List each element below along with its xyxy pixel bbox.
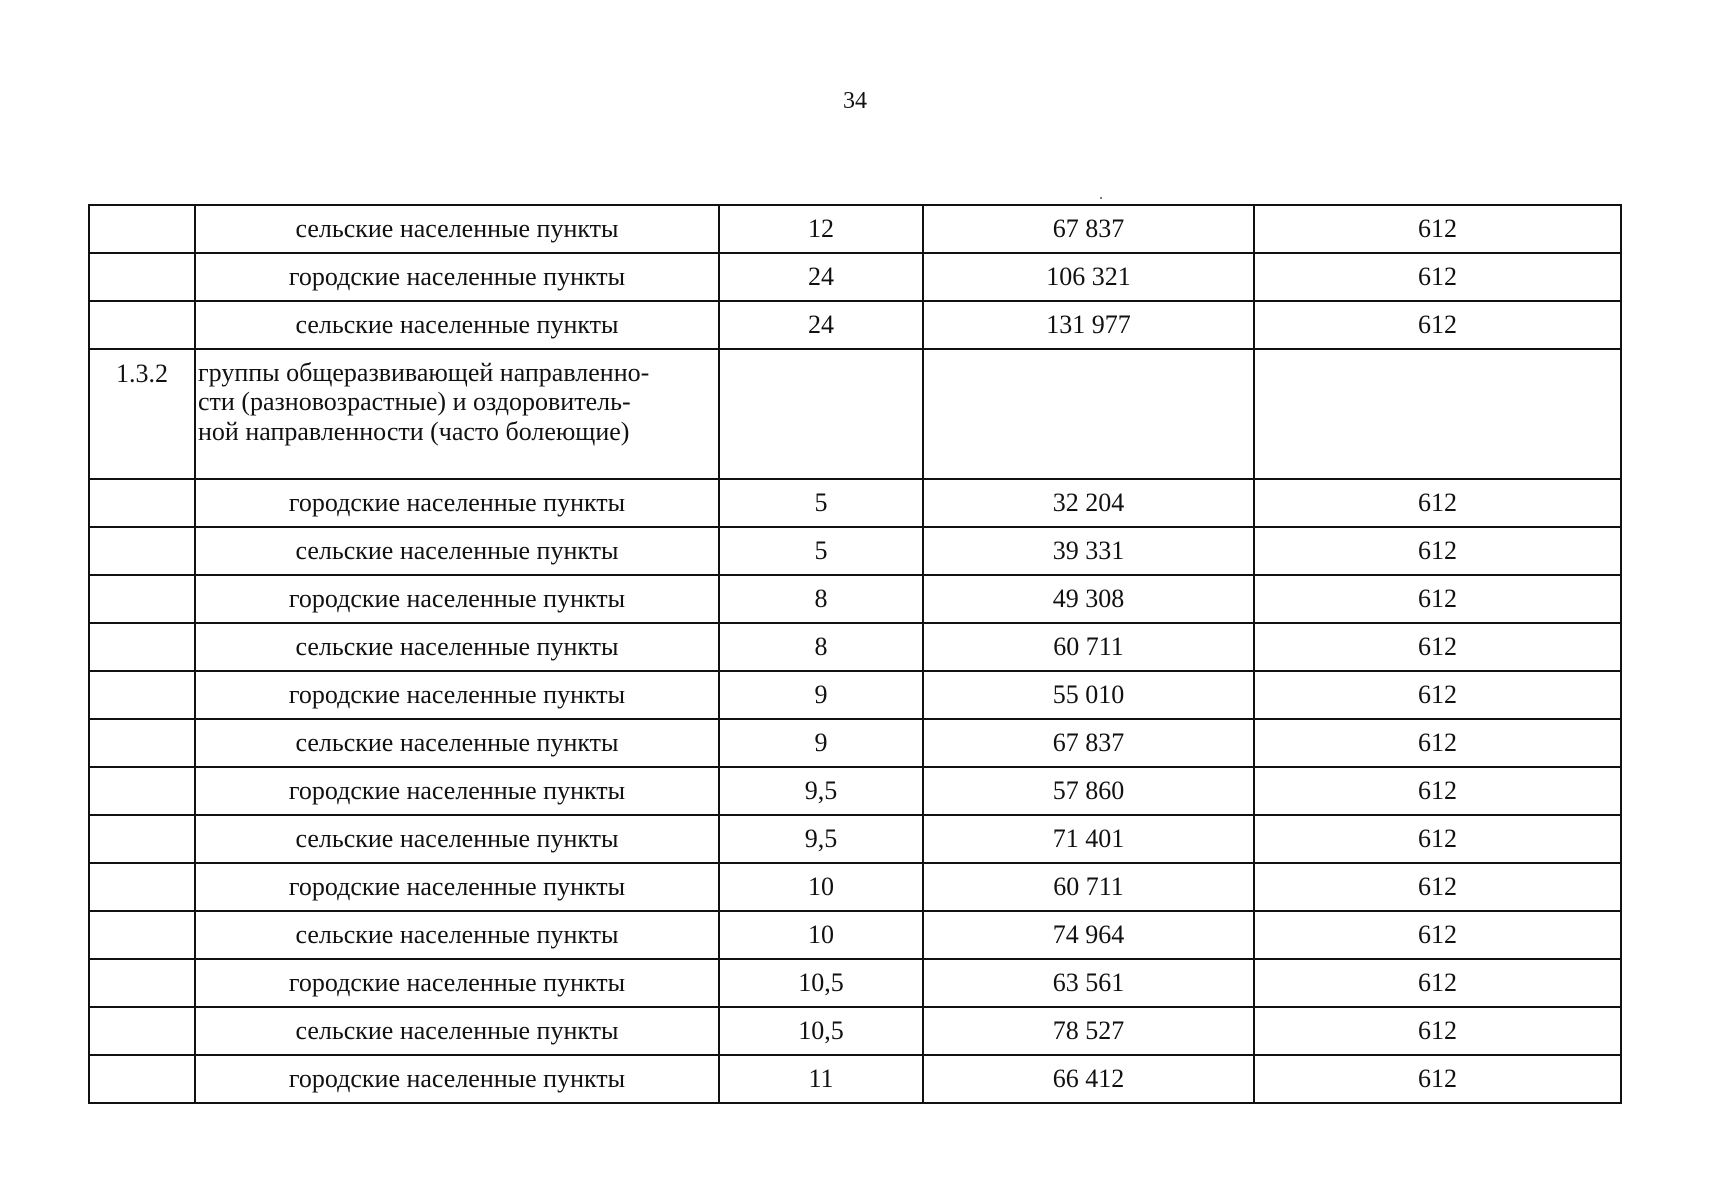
table-row [89,911,1621,959]
table-body [89,205,1621,1103]
tariff-table [88,204,1622,1104]
table-row [89,1055,1621,1103]
row-value-3-cell: 612 [1254,205,1621,253]
row-value-1-cell: 5 [719,527,923,575]
page-number: 34 [843,88,867,114]
row-value-2-cell: 131 977 [923,301,1254,349]
row-value-2-cell: 60 711 [923,863,1254,911]
row-value-1-cell: 9,5 [719,767,923,815]
table-row [89,767,1621,815]
row-value-3-cell [1254,349,1621,479]
row-label-cell: городские населенные пункты [195,1055,719,1103]
row-label-cell: сельские населенные пункты [195,719,719,767]
table-row [89,863,1621,911]
table-row [89,815,1621,863]
row-number-cell [89,1007,195,1055]
row-value-3-cell: 612 [1254,527,1621,575]
row-value-3-cell: 612 [1254,1055,1621,1103]
row-value-3-cell: 612 [1254,719,1621,767]
table-row [89,301,1621,349]
row-number-cell: 1.3.2 [89,349,195,479]
row-label-cell: сельские населенные пункты [195,1007,719,1055]
table-row [89,205,1621,253]
row-label-cell: городские населенные пункты [195,253,719,301]
table-row [89,719,1621,767]
table-row [89,575,1621,623]
row-value-2-cell: 67 837 [923,719,1254,767]
row-value-3-cell: 612 [1254,575,1621,623]
row-label-cell: городские населенные пункты [195,863,719,911]
row-value-1-cell: 10 [719,911,923,959]
row-value-3-cell: 612 [1254,911,1621,959]
row-value-3-cell: 612 [1254,253,1621,301]
row-number-cell [89,863,195,911]
row-value-1-cell: 9 [719,719,923,767]
row-label-cell: сельские населенные пункты [195,911,719,959]
row-label-cell: сельские населенные пункты [195,205,719,253]
row-label-cell: городские населенные пункты [195,575,719,623]
row-value-2-cell: 55 010 [923,671,1254,719]
table-row [89,527,1621,575]
table-row [89,623,1621,671]
row-number-cell [89,911,195,959]
row-value-3-cell: 612 [1254,479,1621,527]
row-value-1-cell: 8 [719,575,923,623]
row-value-3-cell: 612 [1254,623,1621,671]
row-label-cell: сельские населенные пункты [195,527,719,575]
row-label-cell: городские населенные пункты [195,479,719,527]
row-value-3-cell: 612 [1254,767,1621,815]
row-value-2-cell: 32 204 [923,479,1254,527]
row-label-cell: сельские населенные пункты [195,815,719,863]
row-value-1-cell: 9 [719,671,923,719]
row-number-cell [89,1055,195,1103]
row-value-2-cell: 57 860 [923,767,1254,815]
row-value-2-cell [923,349,1254,479]
row-number-cell [89,815,195,863]
row-value-1-cell: 8 [719,623,923,671]
row-number-cell [89,301,195,349]
row-value-1-cell: 24 [719,301,923,349]
row-value-3-cell: 612 [1254,1007,1621,1055]
row-number-cell [89,959,195,1007]
row-value-2-cell: 71 401 [923,815,1254,863]
row-number-cell [89,671,195,719]
row-number-cell [89,527,195,575]
row-value-1-cell: 10,5 [719,1007,923,1055]
table-row [89,671,1621,719]
row-value-1-cell: 9,5 [719,815,923,863]
row-value-3-cell: 612 [1254,671,1621,719]
row-value-1-cell: 10,5 [719,959,923,1007]
row-value-3-cell: 612 [1254,301,1621,349]
row-value-2-cell: 74 964 [923,911,1254,959]
scan-speck [1100,197,1102,199]
row-value-2-cell: 67 837 [923,205,1254,253]
row-value-3-cell: 612 [1254,815,1621,863]
row-value-3-cell: 612 [1254,863,1621,911]
row-label-cell: сельские населенные пункты [195,301,719,349]
row-value-2-cell: 78 527 [923,1007,1254,1055]
row-value-2-cell: 49 308 [923,575,1254,623]
row-value-2-cell: 60 711 [923,623,1254,671]
row-number-cell [89,623,195,671]
row-value-3-cell: 612 [1254,959,1621,1007]
table-row [89,1007,1621,1055]
row-number-cell [89,719,195,767]
row-number-cell [89,575,195,623]
row-value-1-cell: 12 [719,205,923,253]
row-value-1-cell: 5 [719,479,923,527]
row-label-cell: городские населенные пункты [195,767,719,815]
row-value-2-cell: 106 321 [923,253,1254,301]
row-value-2-cell: 66 412 [923,1055,1254,1103]
row-label-cell: группы общеразвивающей направленно- сти (разновозрастные) и оздоровитель- ной направленности (часто болеющие) [195,349,719,479]
row-value-2-cell: 39 331 [923,527,1254,575]
row-number-cell [89,253,195,301]
table-row [89,479,1621,527]
table-row [89,253,1621,301]
row-label-cell: городские населенные пункты [195,671,719,719]
row-value-1-cell [719,349,923,479]
row-value-2-cell: 63 561 [923,959,1254,1007]
row-number-cell [89,479,195,527]
row-value-1-cell: 11 [719,1055,923,1103]
row-number-cell [89,767,195,815]
row-value-1-cell: 24 [719,253,923,301]
table-row [89,959,1621,1007]
table-row [89,349,1621,479]
row-label-cell: сельские населенные пункты [195,623,719,671]
row-label-cell: городские населенные пункты [195,959,719,1007]
row-value-1-cell: 10 [719,863,923,911]
row-number-cell [89,205,195,253]
